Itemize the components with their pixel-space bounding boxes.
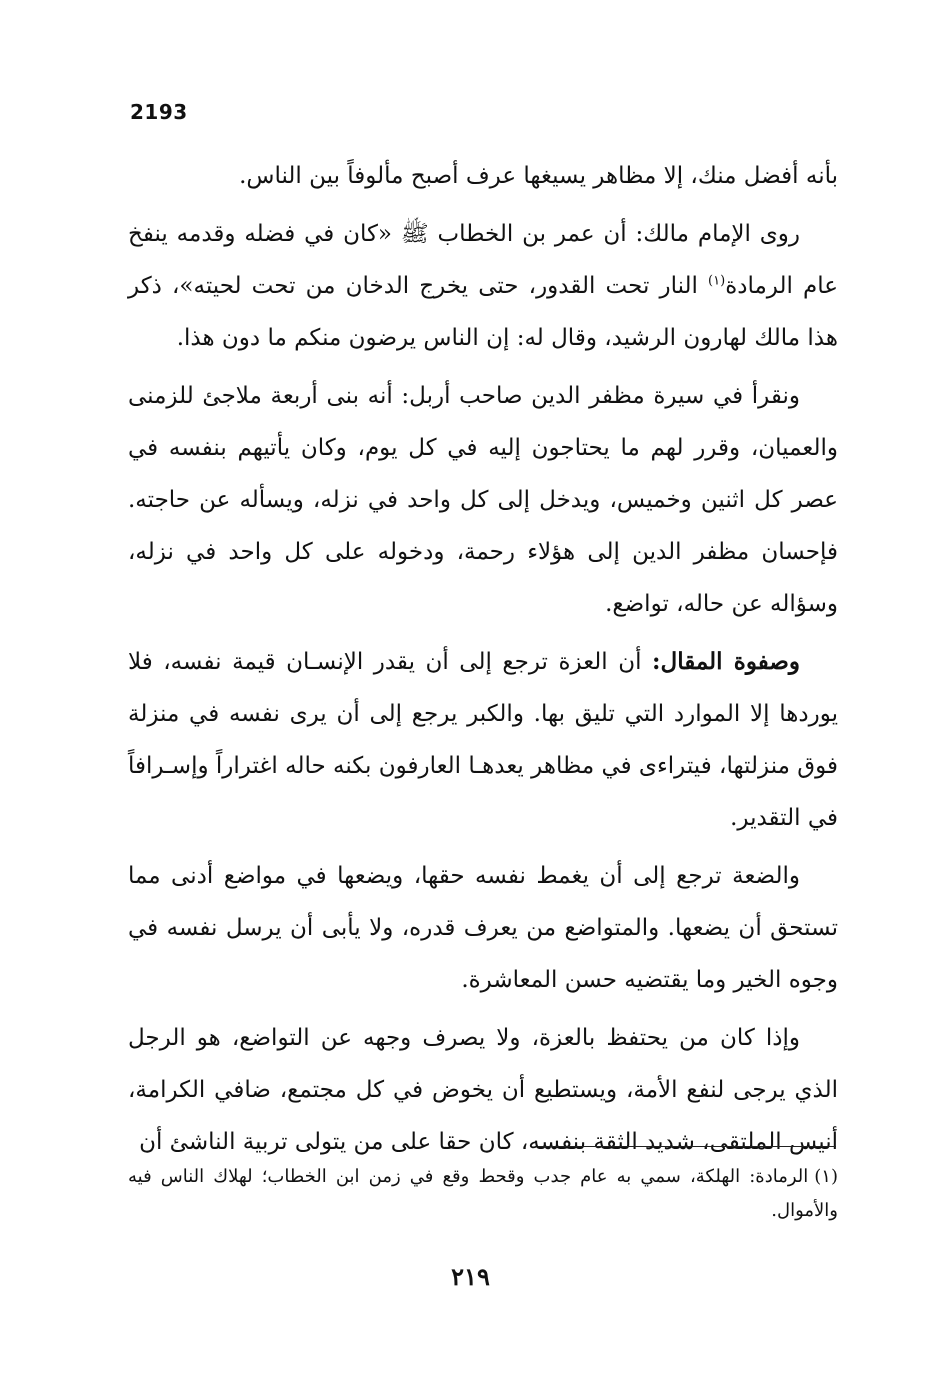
page-number: ٢١٩ [451, 1262, 490, 1291]
paragraph-4 [128, 636, 838, 844]
footnote-divider [538, 1146, 836, 1147]
header-page-number: 2193 [130, 100, 188, 124]
footnote-reference[interactable]: (١) [708, 273, 726, 289]
footnote-text: الرمادة: الهلكة، سمي به عام جدب وقحط وقع في زمن ابن الخطاب؛ لهلاك الناس فيه والأموال. [128, 1166, 838, 1221]
paragraph-2-text-b: النار تحت القدور، حتى يخرج الدخان من تحت لحيته»، ذكر هذا مالك لهارون الرشيد، وقال له: إن الناس يرضون منكم ما دون هذا. [128, 273, 838, 351]
paragraph-2 [128, 208, 838, 364]
paragraph-4-lead: وصفوة المقال: [652, 648, 800, 675]
paragraph-5: والضعة ترجع إلى أن يغمط نفسه حقها، ويضعها في مواضع أدنى مما تستحق أن يضعها. والمتواضع من يعرف قدره، ولا يأبى أن يرسل نفسه في وجوه الخير وما يقتضيه حسن المعاشرة. [128, 863, 838, 993]
footnote [128, 1160, 838, 1228]
main-text [128, 150, 838, 1174]
footnote-marker: (١) [814, 1166, 838, 1187]
paragraph-4-text: أن العزة ترجع إلى أن يقدر الإنسـان قيمة نفسه، فلا يوردها إلا الموارد التي تليق بها. والكبر يرجع إلى أن يرى نفسه في منزلة فوق منزلتها، فيتراءى في مظاهر يعدهـا العارفون بكنه حاله اغتراراً وإسـرافاً في التقدير. [127, 649, 838, 831]
paragraph-3: ونقرأ في سيرة مظفر الدين صاحب أربل: أنه بنى أربعة ملاجئ للزمنى والعميان، وقرر لهم ما يحتاجون إليه في كل يوم، وكان يأتيهم بنفسه في عصر كل اثنين وخميس، ويدخل إلى كل واحد في نزله، ويسأله عن حاجته. فإحسان مظفر الدين إلى هؤلاء رحمة، ودخوله على كل واحد في نزله، وسؤاله عن حاله، تواضع. [128, 383, 838, 617]
paragraph-6: وإذا كان من يحتفظ بالعزة، ولا يصرف وجهه عن التواضع، هو الرجل الذي يرجى لنفع الأمة، ويستطيع أن يخوض في كل مجتمع، ضافي الكرامة، أنيس الملتقى، شديد الثقة بنفسه، كان حقا على من يتولى تربية الناشئ أن [128, 1025, 838, 1155]
paragraph-1: بأنه أفضل منك، إلا مظاهر يسيغها عرف أصبح مألوفاً بين الناس. [239, 163, 838, 189]
paragraph-2-text-a: روى الإمام مالك: أن عمر بن الخطاب ﷺ «كان في فضله وقدمه ينفخ عام الرمادة [128, 221, 838, 299]
